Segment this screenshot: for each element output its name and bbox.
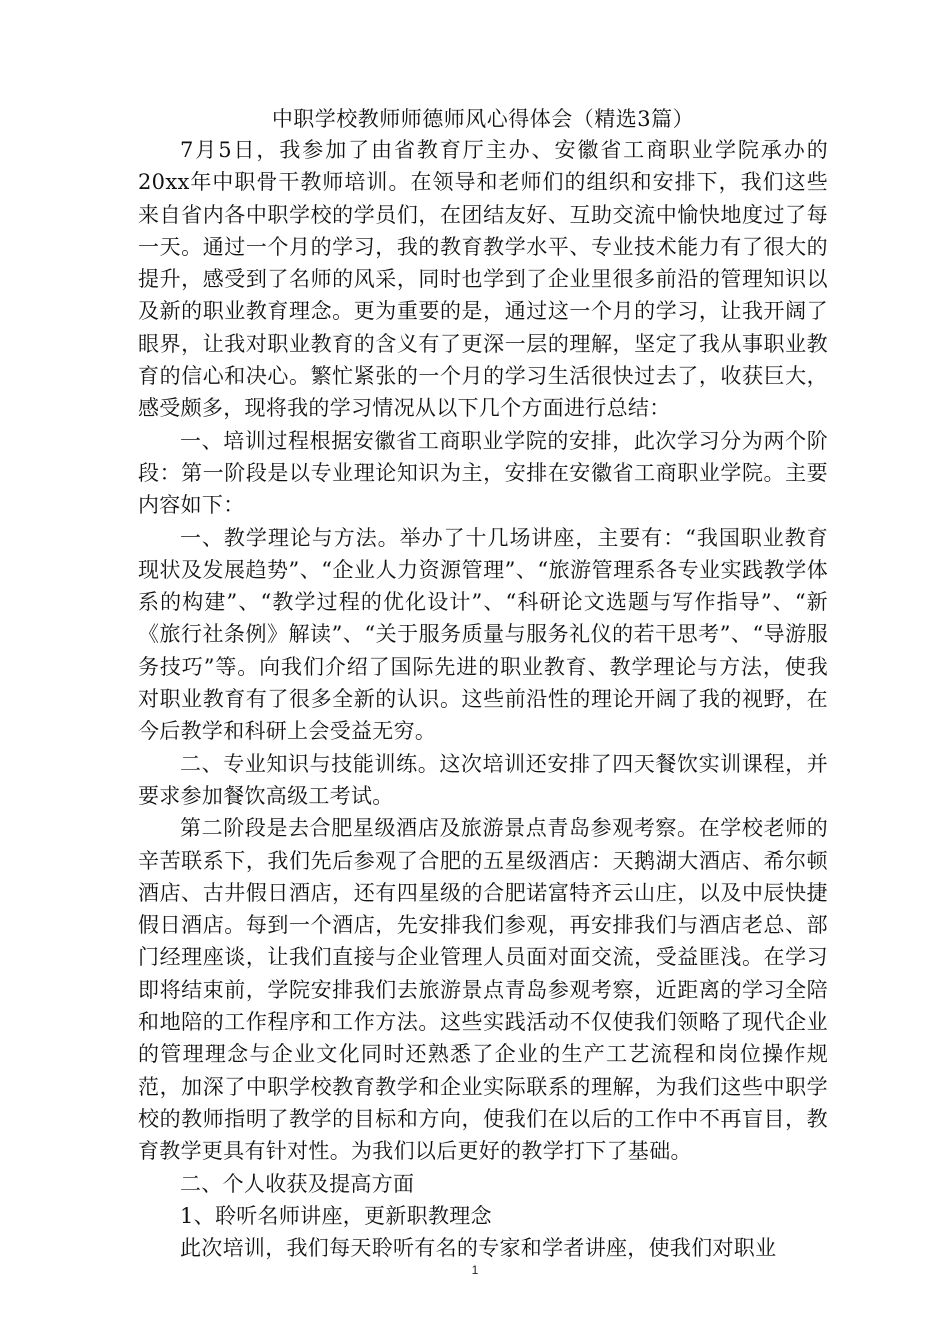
subheading-lectures: 1、聆听名师讲座，更新职教理念 (180, 1203, 492, 1228)
document-body (138, 104, 828, 1264)
section-heading-personal-gains: 二、个人收获及提高方面 (180, 1171, 415, 1196)
paragraph-intro: 7月5日，我参加了由省教育厅主办、安徽省工商职业学院承办的20xx年中职骨干教师培训。在领导和老师们的组织和安排下，我们这些来自省内各中职学校的学员们，在团结友好、互助交流中愉快地度过了每一天。通过一个月的学习，我的教育教学水平、专业技术能力有了很大的提升，感受到了名师的风采，同时也学到了企业里很多前沿的管理知识以及新的职业教育理念。更为重要的是，通过这一个月的学习，让我开阔了眼界，让我对职业教育的含义有了更深一层的理解，坚定了我从事职业教育的信心和决心。繁忙紧张的一个月的学习生活很快过去了，收获巨大，感受颇多，现将我的学习情况从以下几个方面进行总结： (138, 138, 828, 421)
paragraph-second-stage: 第二阶段是去合肥星级酒店及旅游景点青岛参观考察。在学校老师的辛苦联系下，我们先后参观了合肥的五星级酒店：天鹅湖大酒店、希尔顿酒店、古井假日酒店，还有四星级的合肥诺富特齐云山庄，以及中辰快捷假日酒店。每到一个酒店，先安排我们参观，再安排我们与酒店老总、部门经理座谈，让我们直接与企业管理人员面对面交流，受益匪浅。在学习即将结束前，学院安排我们去旅游景点青岛参观考察，近距离的学习全陪和地陪的工作程序和工作方法。这些实践活动不仅使我们领略了现代企业的管理理念与企业文化同时还熟悉了企业的生产工艺流程和岗位操作规范，加深了中职学校教育教学和企业实际联系的理解，为我们这些中职学校的教师指明了教学的目标和方向，使我们在以后的工作中不再盲目，教育教学更具有针对性。为我们以后更好的教学打下了基础。 (138, 816, 828, 1164)
document-title: 中职学校教师师德师风心得体会（精选3篇） (271, 107, 695, 131)
paragraph-lectures: 此次培训，我们每天聆听有名的专家和学者讲座，使我们对职业 (180, 1236, 777, 1261)
paragraph-skills-training: 二、专业知识与技能训练。这次培训还安排了四天餐饮实训课程，并要求参加餐饮高级工考试。 (138, 751, 828, 808)
page-number: 1 (471, 1263, 479, 1277)
paragraph-training-process: 一、培训过程根据安徽省工商职业学院的安排，此次学习分为两个阶段：第一阶段是以专业理论知识为主，安排在安徽省工商职业学院。主要内容如下： (138, 428, 828, 518)
paragraph-teaching-theory: 一、教学理论与方法。举办了十几场讲座，主要有：“我国职业教育现状及发展趋势”、“企业人力资源管理”、“旅游管理系各专业实践教学体系的构建”、“教学过程的优化设计”、“科研论文选题与写作指导”、“新《旅行社条例》解读”、“关于服务质量与服务礼仪的若干思考”、“导游服务技巧”等。向我们介绍了国际先进的职业教育、教学理论与方法，使我对职业教育有了很多全新的认识。这些前沿性的理论开阔了我的视野，在今后教学和科研上会受益无穷。 (138, 525, 828, 744)
